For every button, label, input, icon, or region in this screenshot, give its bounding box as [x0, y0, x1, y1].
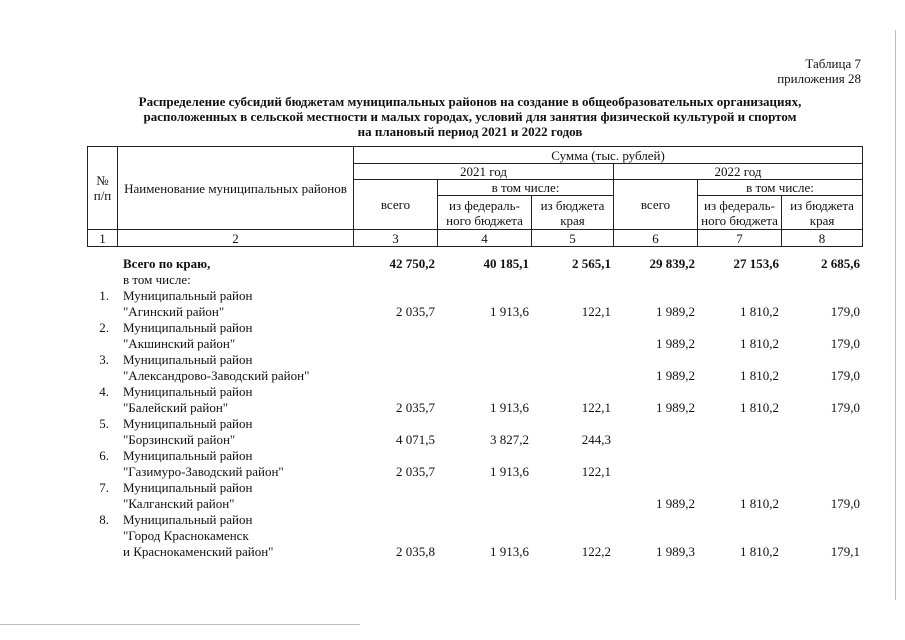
value-2021-fed: 1 913,6: [490, 544, 529, 559]
district-name-line: "Город Краснокаменск: [123, 528, 249, 543]
value-2021-reg: 122,1: [581, 464, 611, 479]
district-rows: [87, 288, 862, 560]
district-name: [123, 512, 383, 560]
row-number: 2.: [99, 320, 109, 335]
header-fed-2021: из федераль- ного бюджета: [438, 196, 532, 230]
district-name-line: и Краснокаменский район": [123, 544, 274, 559]
district-name: [123, 480, 383, 512]
value-2022-fed: 1 810,2: [740, 304, 779, 319]
col-number: 4: [438, 230, 532, 247]
district-name-line: Муниципальный район: [123, 512, 253, 527]
total-2021-fed: 40 185,1: [483, 256, 529, 271]
value-2022: 1 989,2: [656, 368, 695, 383]
district-name: [123, 352, 383, 384]
row-number: 8.: [99, 512, 109, 527]
col-number: 3: [354, 230, 438, 247]
table-row: [87, 384, 862, 416]
district-name-line: Муниципальный район: [123, 288, 253, 303]
total-subrow: [87, 272, 862, 288]
value-2022-reg: 179,0: [830, 304, 860, 319]
district-name-line: Муниципальный район: [123, 352, 253, 367]
district-name: [123, 320, 383, 352]
district-name-line: "Газимуро-Заводский район": [123, 464, 284, 479]
row-number: 1.: [99, 288, 109, 303]
col-number: 6: [614, 230, 698, 247]
value-2021: 4 071,5: [396, 432, 435, 447]
value-2022: 1 989,2: [656, 496, 695, 511]
page-edge-line: [0, 624, 360, 625]
column-numbers-row: [88, 230, 863, 247]
district-name-line: Муниципальный район: [123, 448, 253, 463]
value-2022-reg: 179,0: [830, 496, 860, 511]
district-name-line: "Агинский район": [123, 304, 225, 319]
value-2021-fed: 1 913,6: [490, 464, 529, 479]
value-2021-reg: 244,3: [581, 432, 611, 447]
value-2021-reg: 122,1: [581, 304, 611, 319]
value-2022-fed: 1 810,2: [740, 400, 779, 415]
header-year-2022: 2022 год: [614, 164, 863, 180]
value-2022: 1 989,2: [656, 400, 695, 415]
total-2022: 29 839,2: [649, 256, 695, 271]
total-2022-fed: 27 153,6: [733, 256, 779, 271]
title-line-3: на плановый период 2021 и 2022 годов: [357, 124, 583, 139]
value-2022-reg: 179,0: [830, 400, 860, 415]
header-incl-2021: в том числе:: [438, 180, 614, 196]
district-name-line: "Борзинский район": [123, 432, 236, 447]
total-2022-reg: 2 685,6: [821, 256, 860, 271]
value-2022: 1 989,3: [656, 544, 695, 559]
col-number: 7: [698, 230, 782, 247]
value-2022: 1 989,2: [656, 304, 695, 319]
document-title: [100, 94, 840, 139]
table-row: [87, 416, 862, 448]
district-name-line: "Балейский район": [123, 400, 229, 415]
header-fed-2022: из федераль- ного бюджета: [698, 196, 782, 230]
district-name: [123, 448, 383, 480]
total-sublabel: в том числе:: [123, 272, 191, 287]
row-number: 5.: [99, 416, 109, 431]
value-2022-reg: 179,0: [830, 336, 860, 351]
value-2021: 2 035,7: [396, 400, 435, 415]
header-reg-2021: из бюджета края: [532, 196, 614, 230]
col-number: 8: [782, 230, 863, 247]
value-2022-reg: 179,1: [830, 544, 860, 559]
value-2021-fed: 3 827,2: [490, 432, 529, 447]
value-2021-fed: 1 913,6: [490, 304, 529, 319]
district-name-line: Муниципальный район: [123, 384, 253, 399]
district-name: [123, 288, 383, 320]
caption-table-number: Таблица 7: [805, 56, 861, 71]
header-total-2022: всего: [614, 180, 698, 230]
row-number: 7.: [99, 480, 109, 495]
table-body: [87, 256, 862, 560]
value-2022-fed: 1 810,2: [740, 544, 779, 559]
title-line-1: Распределение субсидий бюджетам муниципальных районов на создание в общеобразовательных организациях,: [138, 94, 802, 109]
value-2022-fed: 1 810,2: [740, 496, 779, 511]
value-2022-reg: 179,0: [830, 368, 860, 383]
district-name: [123, 384, 383, 416]
col-number: 2: [118, 230, 354, 247]
table-row: [87, 352, 862, 384]
value-2021-reg: 122,1: [581, 400, 611, 415]
district-name-line: "Александрово-Заводский район": [123, 368, 310, 383]
district-name-line: Муниципальный район: [123, 480, 253, 495]
header-year-2021: 2021 год: [354, 164, 614, 180]
value-2022-fed: 1 810,2: [740, 368, 779, 383]
value-2022: 1 989,2: [656, 336, 695, 351]
table-row: [87, 448, 862, 480]
header-incl-2022: в том числе:: [698, 180, 863, 196]
title-line-2: расположенных в сельской местности и малых городах, условий для занятия физической культурой и спортом: [143, 109, 797, 124]
district-name: [123, 416, 383, 448]
value-2021-fed: 1 913,6: [490, 400, 529, 415]
page-edge-line: [895, 30, 896, 600]
value-2021: 2 035,8: [396, 544, 435, 559]
table-row: [87, 480, 862, 512]
district-name-line: "Акшинский район": [123, 336, 236, 351]
table-row: [87, 512, 862, 560]
col-number: 5: [532, 230, 614, 247]
table-row: [87, 320, 862, 352]
table-header: [87, 146, 863, 247]
header-num: № п/п: [88, 147, 118, 230]
table-row: [87, 288, 862, 320]
row-number: 4.: [99, 384, 109, 399]
total-row: [87, 256, 862, 272]
header-total-2021: всего: [354, 180, 438, 230]
total-2021-reg: 2 565,1: [572, 256, 611, 271]
value-2022-fed: 1 810,2: [740, 336, 779, 351]
table-caption: [777, 56, 861, 86]
caption-appendix: приложения 28: [777, 71, 861, 86]
header-reg-2022: из бюджета края: [782, 196, 863, 230]
total-2021: 42 750,2: [389, 256, 435, 271]
district-name-line: "Калганский район": [123, 496, 235, 511]
value-2021: 2 035,7: [396, 464, 435, 479]
total-label: Всего по краю,: [123, 256, 211, 271]
col-number: 1: [88, 230, 118, 247]
value-2021-reg: 122,2: [581, 544, 611, 559]
district-name-line: Муниципальный район: [123, 416, 253, 431]
row-number: 6.: [99, 448, 109, 463]
value-2021: 2 035,7: [396, 304, 435, 319]
header-name: Наименование муниципальных районов: [118, 147, 354, 230]
header-sum: Сумма (тыс. рублей): [354, 147, 863, 164]
district-name-line: Муниципальный район: [123, 320, 253, 335]
row-number: 3.: [99, 352, 109, 367]
